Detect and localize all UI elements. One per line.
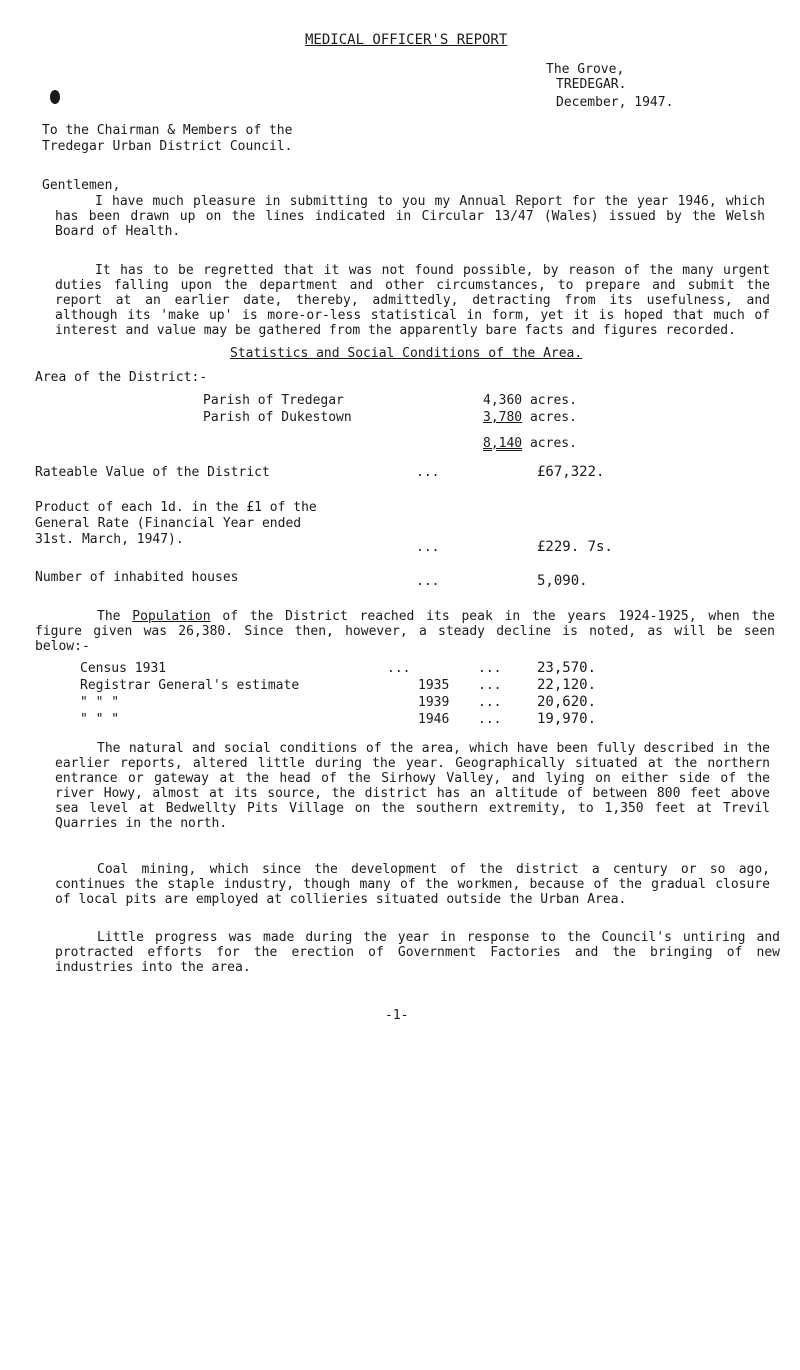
parish-tredegar-value: 4,360 acres. bbox=[483, 393, 577, 408]
addressee-line-1: To the Chairman & Members of the bbox=[42, 123, 293, 138]
census-value: 23,570. bbox=[537, 660, 597, 676]
product-label-line-3: 31st. March, 1947). bbox=[35, 532, 184, 547]
population-paragraph: The Population of the District reached its peak in the years 1924-1925, when the figure given was 26,380. Since then, however, a steady decline is noted, as will be seen below:- bbox=[35, 609, 775, 654]
rateable-value: £67,322. bbox=[537, 464, 605, 480]
estimate-label: " " " bbox=[80, 712, 120, 727]
product-value: £229. 7s. bbox=[537, 539, 613, 555]
estimate-year: 1946 bbox=[418, 712, 450, 727]
natural-conditions-paragraph: The natural and social conditions of the area, which have been fully described in the earlier reports, altered little during the year. Geographically situated at the northern entrance or gateway at the head of the Sirhowy Valley, and lying on either side of the river Howy, almost at its source, the district has an altitude of between 800 feet above sea level at Bedwellty Pits Village on the southern extremity, to 1,350 feet at Trevil Quarries in the north. bbox=[55, 741, 770, 831]
leader-dots: ... bbox=[387, 661, 411, 676]
leader-dots: ... bbox=[478, 712, 502, 727]
census-label: Census 1931 bbox=[80, 661, 167, 676]
page-number: -1- bbox=[385, 1008, 409, 1023]
parish-tredegar-label: Parish of Tredegar bbox=[203, 393, 344, 408]
punch-hole-mark bbox=[50, 90, 60, 104]
leader-dots: ... bbox=[416, 574, 440, 589]
leader-dots: ... bbox=[478, 695, 502, 710]
estimate-value: 22,120. bbox=[537, 677, 597, 693]
parish-dukestown-value: 3,780 acres. bbox=[483, 410, 577, 425]
area-total-value: 8,140 acres. bbox=[483, 436, 577, 451]
report-title: MEDICAL OFFICER'S REPORT bbox=[305, 32, 508, 48]
estimate-value: 20,620. bbox=[537, 694, 597, 710]
intro-paragraph-2: It has to be regretted that it was not found possible, by reason of the many urgent duties falling upon the department and other circumstances, to prepare and submit the report at an earlier date, thereby, admittedly, detracting from its usefulness, and although its 'make up' is more-or-less statistical in form, yet it is hoped that much of interest and value may be gathered from the apparently bare facts and figures recorded. bbox=[55, 263, 770, 338]
report-date: December, 1947. bbox=[556, 95, 674, 110]
address-line-1: The Grove, bbox=[546, 62, 625, 77]
product-label-line-2: General Rate (Financial Year ended bbox=[35, 516, 302, 531]
estimate-year: 1935 bbox=[418, 678, 450, 693]
intro-paragraph-1: I have much pleasure in submitting to you my Annual Report for the year 1946, which has been drawn up on the lines indicated in Circular 13/47 (Wales) issued by the Welsh Board of Health. bbox=[55, 194, 765, 239]
leader-dots: ... bbox=[478, 678, 502, 693]
leader-dots: ... bbox=[416, 465, 440, 480]
houses-value: 5,090. bbox=[537, 573, 588, 589]
product-label-line-1: Product of each 1d. in the £1 of the bbox=[35, 500, 317, 515]
rateable-value-label: Rateable Value of the District bbox=[35, 465, 270, 480]
coal-mining-paragraph: Coal mining, which since the development of the district a century or so ago, continues the staple industry, though many of the workmen, because of the gradual closure of local pits are employed at collieries situated outside the Urban Area. bbox=[55, 862, 770, 907]
estimate-label: " " " bbox=[80, 695, 120, 710]
leader-dots: ... bbox=[478, 661, 502, 676]
addressee-line-2: Tredegar Urban District Council. bbox=[42, 139, 293, 154]
address-line-2: TREDEGAR. bbox=[556, 77, 627, 92]
leader-dots: ... bbox=[416, 540, 440, 555]
greeting: Gentlemen, bbox=[42, 178, 121, 193]
estimate-value: 19,970. bbox=[537, 711, 597, 727]
progress-paragraph: Little progress was made during the year in response to the Council's untiring and protracted efforts for the erection of Government Factories and the bringing of new industries into the area. bbox=[55, 930, 780, 975]
parish-dukestown-label: Parish of Dukestown bbox=[203, 410, 352, 425]
estimate-year: 1939 bbox=[418, 695, 450, 710]
statistics-heading: Statistics and Social Conditions of the Area. bbox=[230, 346, 583, 361]
houses-label: Number of inhabited houses bbox=[35, 570, 239, 585]
estimate-label: Registrar General's estimate bbox=[80, 678, 300, 693]
area-label: Area of the District:- bbox=[35, 370, 208, 385]
